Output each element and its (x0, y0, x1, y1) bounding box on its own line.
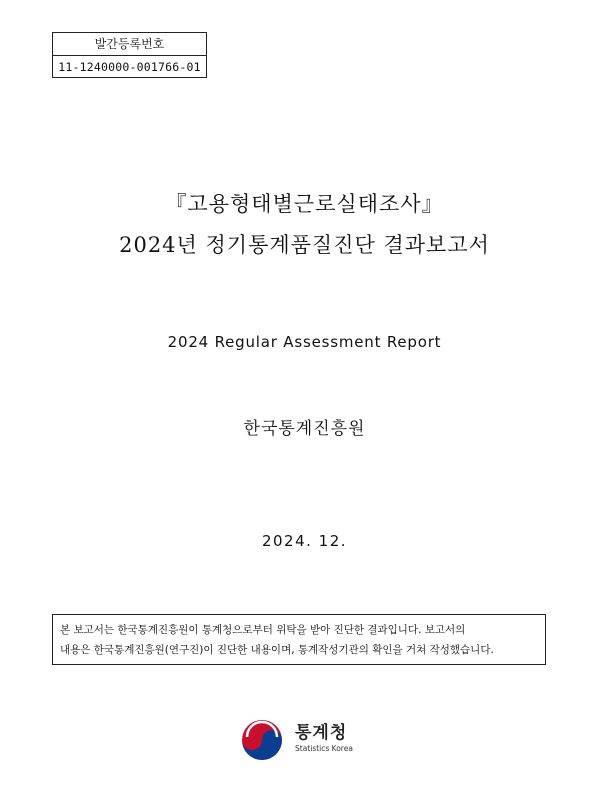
report-subtitle: 2024 Regular Assessment Report (167, 333, 442, 351)
disclaimer-notice (52, 614, 546, 665)
report-title-line1: 『고용형태별근로실태조사』 (165, 192, 444, 216)
statistics-korea-logo (238, 715, 368, 765)
organization-name: 한국통계진흥원 (243, 419, 366, 439)
publication-number: 11-1240000-001766-01 (58, 60, 201, 74)
publication-number-box (52, 32, 207, 78)
disclaimer-line1: 본 보고서는 한국통계진흥원이 통계청으로부터 위탁을 받아 진단한 결과입니다. 보고서의 (60, 624, 466, 636)
publication-date: 2024. 12. (261, 532, 348, 550)
publication-label: 발간등록번호 (53, 33, 206, 56)
logo-english-name: Statistics Korea (295, 744, 353, 753)
report-title-line2: 2024년 정기통계품질진단 결과보고서 (119, 233, 490, 257)
logo-name: 통계청 (295, 723, 348, 743)
disclaimer-line2: 내용은 한국통계진흥원(연구진)이 진단한 내용이며, 통계작성기관의 확인을 거쳐 작성했습니다. (60, 644, 494, 656)
taegeuk-emblem-icon (238, 715, 288, 765)
